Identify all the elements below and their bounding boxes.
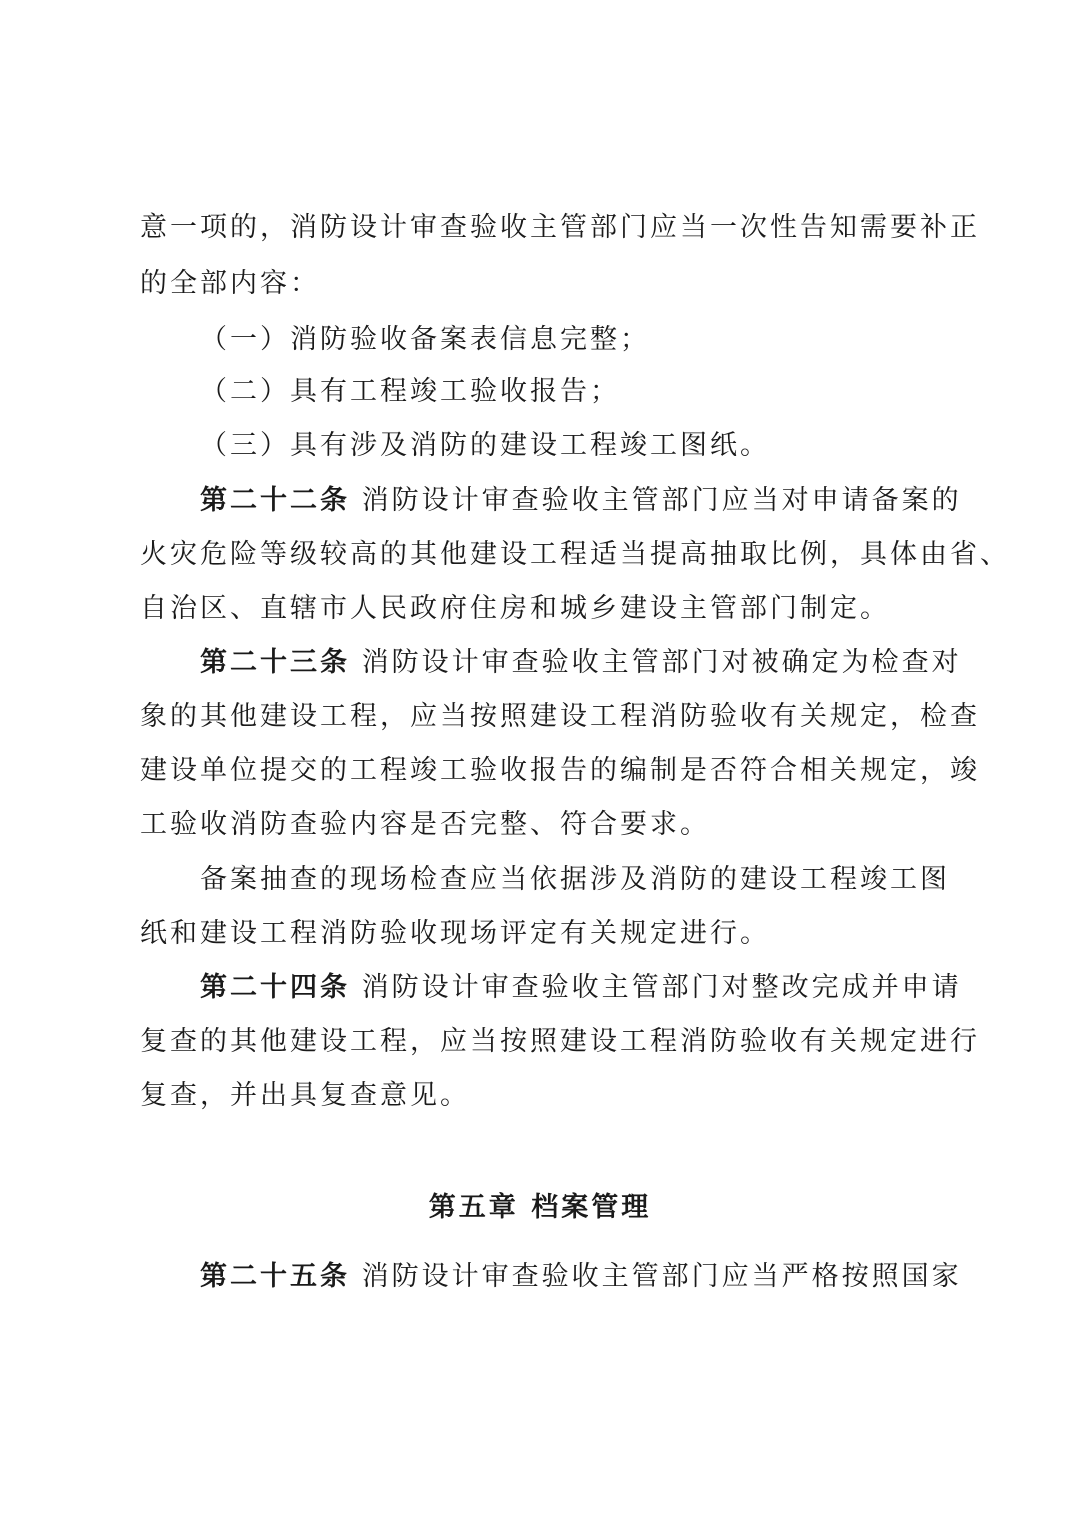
paragraph-line: 象的其他建设工程，应当按照建设工程消防验收有关规定，检查 bbox=[140, 701, 980, 732]
article-25-first-line bbox=[200, 1257, 1020, 1297]
article-22-first-line bbox=[200, 481, 1020, 521]
article-24-first-line bbox=[200, 968, 1020, 1008]
chapter-heading bbox=[0, 1188, 1080, 1228]
paragraph-line: 备案抽查的现场检查应当依据涉及消防的建设工程竣工图 bbox=[200, 864, 950, 895]
article-22-title: 第二十二条 bbox=[200, 485, 350, 516]
list-item: （一）消防验收备案表信息完整； bbox=[200, 324, 650, 355]
paragraph-line: 工验收消防查验内容是否完整、符合要求。 bbox=[140, 809, 710, 840]
article-22-text: 消防设计审查验收主管部门应当对申请备案的 bbox=[361, 485, 962, 516]
chapter-number: 第五章 bbox=[428, 1192, 519, 1223]
paragraph-line: 复查，并出具复查意见。 bbox=[140, 1080, 470, 1111]
article-24-title: 第二十四条 bbox=[200, 972, 350, 1003]
article-23-text: 消防设计审查验收主管部门对被确定为检查对 bbox=[361, 647, 962, 678]
chapter-title: 档案管理 bbox=[531, 1192, 652, 1223]
article-25-text: 消防设计审查验收主管部门应当严格按照国家 bbox=[361, 1261, 962, 1292]
article-24-text: 消防设计审查验收主管部门对整改完成并申请 bbox=[361, 972, 962, 1003]
paragraph-line: 复查的其他建设工程，应当按照建设工程消防验收有关规定进行 bbox=[140, 1026, 980, 1057]
paragraph-line: 建设单位提交的工程竣工验收报告的编制是否符合相关规定，竣 bbox=[140, 755, 980, 786]
paragraph-line: 火灾危险等级较高的其他建设工程适当提高抽取比例，具体由省、 bbox=[140, 539, 1010, 570]
paragraph-line: 意一项的，消防设计审查验收主管部门应当一次性告知需要补正 bbox=[140, 212, 980, 243]
list-item: （三）具有涉及消防的建设工程竣工图纸。 bbox=[200, 430, 770, 461]
paragraph-line: 纸和建设工程消防验收现场评定有关规定进行。 bbox=[140, 918, 770, 949]
paragraph-line: 自治区、直辖市人民政府住房和城乡建设主管部门制定。 bbox=[140, 593, 890, 624]
article-23-first-line bbox=[200, 643, 1020, 683]
paragraph-line: 的全部内容： bbox=[140, 268, 320, 299]
article-23-title: 第二十三条 bbox=[200, 647, 350, 678]
list-item: （二）具有工程竣工验收报告； bbox=[200, 376, 620, 407]
article-25-title: 第二十五条 bbox=[200, 1261, 350, 1292]
